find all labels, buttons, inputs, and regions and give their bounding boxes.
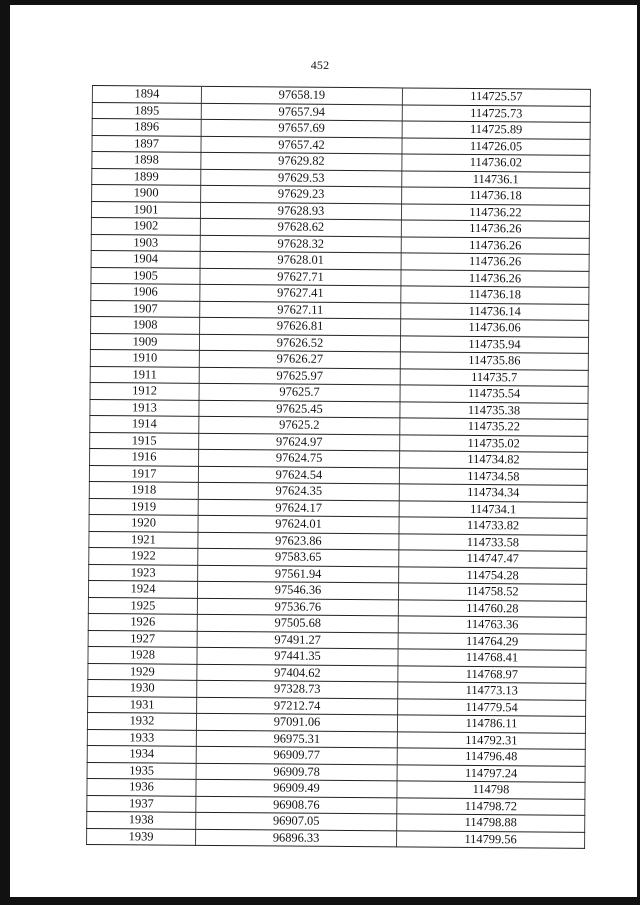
value-a-cell: 97624.35: [198, 482, 399, 500]
year-cell: 1897: [92, 135, 201, 152]
value-a-cell: 97625.2: [199, 416, 400, 434]
year-cell: 1909: [90, 333, 199, 350]
value-a-cell: 97536.76: [197, 598, 398, 616]
value-b-cell: 114763.36: [398, 616, 586, 634]
year-cell: 1929: [88, 663, 197, 680]
year-cell: 1902: [91, 217, 200, 234]
year-cell: 1921: [89, 531, 198, 548]
value-a-cell: 97623.86: [198, 532, 399, 550]
year-cell: 1925: [88, 597, 197, 614]
year-cell: 1914: [90, 415, 199, 432]
year-cell: 1896: [92, 119, 201, 136]
year-cell: 1934: [87, 745, 196, 762]
year-cell: 1908: [91, 316, 200, 333]
value-a-cell: 97627.71: [200, 268, 401, 286]
value-b-cell: 114734.1: [399, 500, 587, 518]
year-cell: 1938: [87, 811, 196, 828]
value-a-cell: 97505.68: [197, 614, 398, 632]
value-b-cell: 114798: [397, 781, 585, 799]
value-b-cell: 114798.72: [397, 797, 585, 815]
year-cell: 1939: [87, 828, 196, 845]
value-b-cell: 114736.1: [402, 170, 590, 188]
value-a-cell: 97657.94: [201, 103, 402, 121]
value-b-cell: 114736.26: [401, 269, 589, 287]
value-b-cell: 114733.58: [399, 533, 587, 551]
year-cell: 1926: [88, 613, 197, 630]
year-cell: 1898: [92, 152, 201, 169]
value-b-cell: 114736.26: [401, 253, 589, 271]
value-a-cell: 97091.06: [196, 713, 397, 731]
value-a-cell: 96909.49: [196, 779, 397, 797]
value-a-cell: 97629.53: [201, 169, 402, 187]
year-cell: 1937: [87, 795, 196, 812]
value-a-cell: 97628.01: [200, 251, 401, 269]
value-a-cell: 97628.93: [200, 202, 401, 220]
value-b-cell: 114734.82: [400, 451, 588, 469]
value-a-cell: 97628.32: [200, 235, 401, 253]
value-b-cell: 114735.94: [400, 335, 588, 353]
value-a-cell: 97561.94: [198, 565, 399, 583]
value-b-cell: 114735.02: [400, 434, 588, 452]
value-a-cell: 97625.97: [199, 367, 400, 385]
year-cell: 1922: [89, 547, 198, 564]
year-cell: 1928: [88, 646, 197, 663]
year-cell: 1911: [90, 366, 199, 383]
year-cell: 1936: [87, 778, 196, 795]
year-cell: 1899: [92, 168, 201, 185]
year-cell: 1931: [88, 696, 197, 713]
value-a-cell: 97626.81: [200, 317, 401, 335]
value-a-cell: 96909.77: [196, 746, 397, 764]
value-b-cell: 114736.06: [401, 319, 589, 337]
value-a-cell: 96975.31: [196, 730, 397, 748]
value-b-cell: 114773.13: [398, 682, 586, 700]
value-b-cell: 114768.41: [398, 649, 586, 667]
year-cell: 1923: [89, 564, 198, 581]
page-number: 452: [310, 58, 330, 72]
year-cell: 1910: [90, 349, 199, 366]
year-cell: 1915: [90, 432, 199, 449]
data-table: [86, 85, 591, 849]
value-a-cell: 96908.76: [196, 796, 397, 814]
value-b-cell: 114736.26: [401, 236, 589, 254]
value-a-cell: 97626.27: [199, 350, 400, 368]
value-b-cell: 114736.18: [402, 187, 590, 205]
value-a-cell: 97212.74: [197, 697, 398, 715]
value-b-cell: 114754.28: [399, 566, 587, 584]
year-cell: 1894: [92, 86, 201, 103]
year-cell: 1906: [91, 283, 200, 300]
value-b-cell: 114735.86: [400, 352, 588, 370]
year-cell: 1916: [90, 448, 199, 465]
value-a-cell: 97583.65: [198, 548, 399, 566]
value-a-cell: 97624.17: [198, 499, 399, 517]
value-a-cell: 97546.36: [197, 581, 398, 599]
value-b-cell: 114734.34: [399, 484, 587, 502]
value-b-cell: 114736.22: [401, 203, 589, 221]
value-b-cell: 114798.88: [397, 814, 585, 832]
value-b-cell: 114797.24: [397, 764, 585, 782]
scan-border-top: [0, 0, 640, 5]
year-cell: 1927: [88, 630, 197, 647]
value-b-cell: 114735.38: [400, 401, 588, 419]
year-cell: 1933: [87, 729, 196, 746]
value-a-cell: 97624.97: [199, 433, 400, 451]
value-a-cell: 97657.69: [201, 119, 402, 137]
value-b-cell: 114786.11: [397, 715, 585, 733]
value-b-cell: 114747.47: [399, 550, 587, 568]
value-b-cell: 114768.97: [398, 665, 586, 683]
year-cell: 1932: [87, 712, 196, 729]
value-a-cell: 97624.75: [199, 449, 400, 467]
scan-border-bottom: [0, 897, 640, 905]
value-a-cell: 97624.01: [198, 515, 399, 533]
value-a-cell: 97657.42: [201, 136, 402, 154]
year-cell: 1900: [92, 185, 201, 202]
year-cell: 1924: [88, 580, 197, 597]
value-a-cell: 97328.73: [197, 680, 398, 698]
value-b-cell: 114735.54: [400, 385, 588, 403]
value-a-cell: 97627.11: [200, 301, 401, 319]
value-b-cell: 114764.29: [398, 632, 586, 650]
year-cell: 1901: [91, 201, 200, 218]
value-b-cell: 114779.54: [398, 698, 586, 716]
value-b-cell: 114735.22: [400, 418, 588, 436]
value-a-cell: 97627.41: [200, 284, 401, 302]
year-cell: 1903: [91, 234, 200, 251]
year-cell: 1919: [89, 498, 198, 515]
value-a-cell: 97628.62: [200, 218, 401, 236]
year-cell: 1912: [90, 382, 199, 399]
value-b-cell: 114726.05: [402, 137, 590, 155]
value-a-cell: 97626.52: [199, 334, 400, 352]
value-a-cell: 97629.82: [201, 152, 402, 170]
value-a-cell: 96909.78: [196, 763, 397, 781]
value-b-cell: 114760.28: [398, 599, 586, 617]
table-container: [86, 85, 589, 849]
value-a-cell: 97404.62: [197, 664, 398, 682]
scan-border-left: [0, 0, 10, 905]
year-cell: 1930: [88, 679, 197, 696]
value-a-cell: 97625.7: [199, 383, 400, 401]
value-b-cell: 114735.7: [400, 368, 588, 386]
year-cell: 1935: [87, 762, 196, 779]
value-a-cell: 97625.45: [199, 400, 400, 418]
value-b-cell: 114736.18: [401, 286, 589, 304]
value-b-cell: 114799.56: [397, 830, 585, 848]
year-cell: 1913: [90, 399, 199, 416]
value-b-cell: 114736.26: [401, 220, 589, 238]
year-cell: 1907: [91, 300, 200, 317]
value-b-cell: 114725.57: [402, 88, 590, 106]
year-cell: 1895: [92, 102, 201, 119]
value-b-cell: 114796.48: [397, 748, 585, 766]
value-a-cell: 96896.33: [196, 829, 397, 847]
value-b-cell: 114725.73: [402, 104, 590, 122]
value-a-cell: 97491.27: [197, 631, 398, 649]
year-cell: 1905: [91, 267, 200, 284]
table-body: [87, 86, 591, 849]
value-b-cell: 114792.31: [397, 731, 585, 749]
value-b-cell: 114736.14: [401, 302, 589, 320]
value-a-cell: 97624.54: [198, 466, 399, 484]
year-cell: 1904: [91, 250, 200, 267]
year-cell: 1918: [89, 481, 198, 498]
value-a-cell: 97658.19: [201, 86, 402, 104]
table-row: [87, 828, 585, 848]
value-a-cell: 97629.23: [201, 185, 402, 203]
value-a-cell: 96907.05: [196, 812, 397, 830]
value-b-cell: 114736.02: [402, 154, 590, 172]
value-a-cell: 97441.35: [197, 647, 398, 665]
year-cell: 1920: [89, 514, 198, 531]
value-b-cell: 114733.82: [399, 517, 587, 535]
value-b-cell: 114734.58: [399, 467, 587, 485]
year-cell: 1917: [89, 465, 198, 482]
value-b-cell: 114758.52: [398, 583, 586, 601]
value-b-cell: 114725.89: [402, 121, 590, 139]
